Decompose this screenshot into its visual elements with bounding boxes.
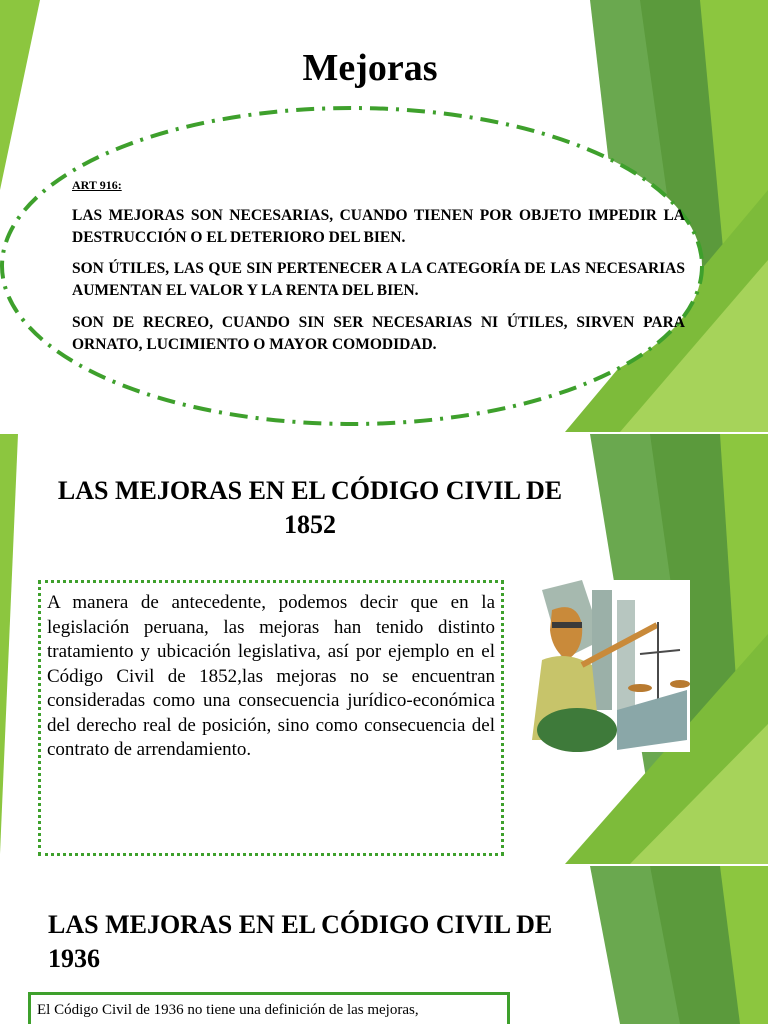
article-label: ART 916: <box>72 178 122 192</box>
slide-2 <box>0 434 768 864</box>
lady-justice-illustration <box>522 580 690 752</box>
antecedente-text-box: A manera de antecedente, podemos decir que en la legislación peruana, las mejoras han tenido distinto tratamiento y ubicación legislativa, así por ejemplo en el Código Civil de 1852,las mejoras no se encuentran consideradas como una consecuencia jurídico-económica del derecho real de posición, sino como consecuencia del contrato de arrendamiento. <box>38 580 504 856</box>
slide-3 <box>0 866 768 1024</box>
paragraph-recreo: SON DE RECREO, CUANDO SIN SER NECESARIAS NI ÚTILES, SIRVEN PARA ORNATO, LUCIMIENTO O MAYOR COMODIDAD. <box>72 314 685 353</box>
slide-3-title: LAS MEJORAS EN EL CÓDIGO CIVIL DE 1936 <box>48 910 553 973</box>
slide-1-title: Mejoras <box>302 47 438 89</box>
codigo-1936-text-box: El Código Civil de 1936 no tiene una definición de las mejoras, <box>28 992 510 1024</box>
slide-2-title: LAS MEJORAS EN EL CÓDIGO CIVIL DE 1852 <box>57 476 563 539</box>
left-green-strip <box>0 434 18 854</box>
paragraph-necesarias: LAS MEJORAS SON NECESARIAS, CUANDO TIENEN POR OBJETO IMPEDIR LA DESTRUCCIÓN O EL DETERIORO DEL BIEN. <box>72 207 685 246</box>
left-green-wedge <box>0 0 40 190</box>
slide-1 <box>0 0 768 432</box>
paragraph-utiles: SON ÚTILES, LAS QUE SIN PERTENECER A LA CATEGORÍA DE LAS NECESARIAS AUMENTAN EL VALOR Y LA RENTA DEL BIEN. <box>72 260 685 299</box>
